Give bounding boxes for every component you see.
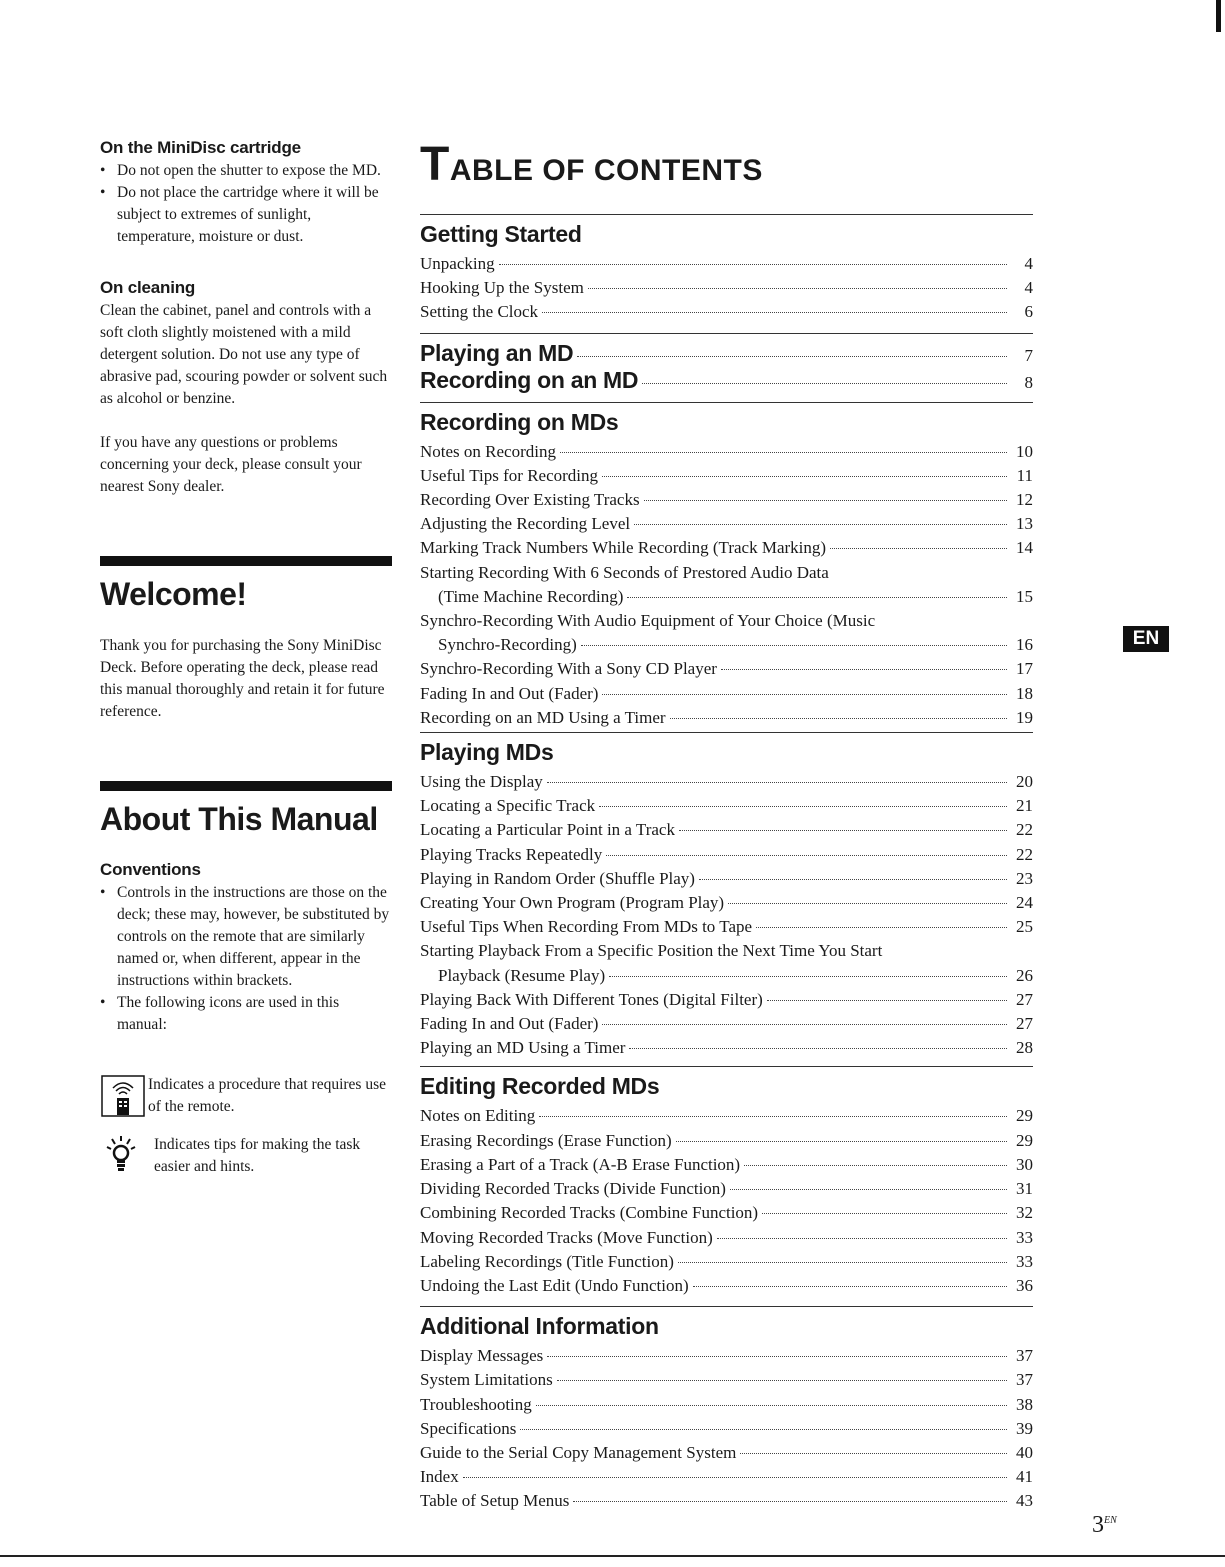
getting-started-list [420, 252, 1033, 325]
toc-entry: Hooking Up the System 4 [420, 278, 1033, 298]
toc-entry: Using the Display 20 [420, 772, 1033, 792]
cartridge-bullets [100, 160, 392, 248]
toc-entry: Playing in Random Order (Shuffle Play) 23 [420, 868, 1033, 888]
toc-entry: Synchro-Recording) 16 [438, 635, 1033, 655]
cartridge-heading: On the MiniDisc cartridge [100, 138, 301, 157]
playing-mds-heading: Playing MDs [420, 739, 554, 766]
toc-entry: Locating a Particular Point in a Track 22 [420, 820, 1033, 840]
cartridge-bullet: • Do not open the shutter to expose the MD. [100, 160, 392, 182]
conventions-bullet: • The following icons are used in this manual: [100, 992, 392, 1036]
page-bottom-edge [0, 1555, 1225, 1567]
conventions-bullet: • Controls in the instructions are those on the deck; these may, however, be substituted by controls on the remote that are similarly named or, when different, appear in the instructions within brackets. [100, 882, 392, 992]
toc-entry-line: Starting Recording With 6 Seconds of Prestored Audio Data [420, 562, 829, 582]
toc-entry: Playing an MD Using a Timer 28 [420, 1038, 1033, 1058]
toc-entry: Useful Tips When Recording From MDs to Tape 25 [420, 917, 1033, 937]
remote-icon-description: Indicates a procedure that requires use of the remote. [148, 1076, 386, 1115]
remote-icon [100, 1074, 146, 1118]
toc-entry: Playback (Resume Play) 26 [438, 965, 1033, 985]
toc-entry: Fading In and Out (Fader) 18 [420, 683, 1033, 703]
language-tab-badge: EN [1123, 626, 1169, 652]
toc-entry: Unpacking 4 [420, 254, 1033, 273]
toc-entry: Labeling Recordings (Title Function) 33 [420, 1251, 1033, 1271]
toc-entry: Table of Setup Menus 43 [420, 1491, 1033, 1511]
toc-entry: Marking Track Numbers While Recording (Track Marking) 14 [420, 538, 1033, 558]
editing-heading: Editing Recorded MDs [420, 1073, 660, 1100]
toc-entry: Undoing the Last Edit (Undo Function) 36 [420, 1275, 1033, 1295]
conventions-bullets [100, 882, 392, 1036]
additional-info-heading: Additional Information [420, 1313, 659, 1340]
recording-on-mds-list [420, 440, 1033, 730]
toc-entry-line: Starting Playback From a Specific Position the Next Time You Start [420, 941, 883, 961]
toc-entry-line: Synchro-Recording With Audio Equipment of Your Choice (Music [420, 611, 876, 631]
cartridge-bullet: • Do not place the cartridge where it will be subject to extremes of sunlight, temperature, moisture or dust. [100, 182, 392, 248]
conventions-heading: Conventions [100, 860, 201, 879]
lightbulb-icon [106, 1134, 136, 1174]
toc-entry: (Time Machine Recording) 15 [438, 586, 1033, 606]
about-manual-title: About This Manual [100, 801, 378, 837]
toc-entry: Display Messages 37 [420, 1346, 1033, 1366]
additional-info-list [420, 1344, 1033, 1513]
divider [420, 1066, 1033, 1067]
toc-entry: Specifications 39 [420, 1418, 1033, 1438]
toc-entry: Adjusting the Recording Level 13 [420, 514, 1033, 534]
toc-entry: Erasing a Part of a Track (A-B Erase Function) 30 [420, 1154, 1033, 1174]
toc-entry: Index 41 [420, 1467, 1033, 1487]
toc-entry: Setting the Clock 6 [420, 302, 1033, 322]
divider [420, 732, 1033, 733]
toc-entry: Recording on an MD Using a Timer 19 [420, 707, 1033, 727]
toc-entry: Creating Your Own Program (Program Play) 24 [420, 893, 1033, 913]
section-divider-bar [100, 781, 392, 791]
cleaning-heading: On cleaning [100, 278, 196, 297]
section-divider-bar [100, 556, 392, 566]
left-column [100, 138, 392, 1194]
toc-entry: Notes on Recording 10 [420, 441, 1033, 461]
divider [420, 214, 1033, 215]
toc-entry: Erasing Recordings (Erase Function) 29 [420, 1130, 1033, 1150]
toc-entry: Useful Tips for Recording 11 [420, 465, 1033, 485]
toc-entry-playing-an-md: Playing an MD 7 [420, 339, 1033, 366]
toc-entry: Moving Recorded Tracks (Move Function) 33 [420, 1227, 1033, 1247]
divider [420, 402, 1033, 403]
toc-entry-recording-on-an-md: Recording on an MD 8 [420, 366, 1033, 393]
icon-legend-tip [100, 1134, 392, 1178]
editing-list [420, 1104, 1033, 1298]
toc-entry: Troubleshooting 38 [420, 1394, 1033, 1414]
welcome-text: Thank you for purchasing the Sony MiniDisc Deck. Before operating the deck, please read this manual thoroughly and retain it for future reference. [100, 637, 385, 720]
divider [420, 1306, 1033, 1307]
questions-text: If you have any questions or problems concerning your deck, please consult your nearest Sony dealer. [100, 434, 362, 495]
toc-entry: Playing Tracks Repeatedly 22 [420, 844, 1033, 864]
table-of-contents [420, 140, 1033, 1514]
getting-started-heading: Getting Started [420, 221, 582, 247]
playing-mds-list [420, 770, 1033, 1060]
toc-entry: Recording Over Existing Tracks 12 [420, 490, 1033, 510]
cleaning-text: Clean the cabinet, panel and controls with a soft cloth slightly moistened with a mild detergent solution. Do not use any type of abrasive pad, scouring powder or solvent such as alcohol or benzine. [100, 302, 388, 407]
lightbulb-icon-description: Indicates tips for making the task easier and hints. [154, 1136, 361, 1175]
toc-entry: Combining Recorded Tracks (Combine Function) 32 [420, 1203, 1033, 1223]
toc-entry: Synchro-Recording With a Sony CD Player 17 [420, 659, 1033, 679]
toc-entry: Dividing Recorded Tracks (Divide Function) 31 [420, 1179, 1033, 1199]
page-number: $3^{EN}$ [1092, 1512, 1117, 1538]
toc-entry: Playing Back With Different Tones (Digital Filter) 27 [420, 989, 1033, 1009]
toc-entry: System Limitations 37 [420, 1370, 1033, 1390]
scan-edge-mark [1216, 0, 1221, 32]
toc-entry: Fading In and Out (Fader) 27 [420, 1014, 1033, 1034]
icon-legend-remote [100, 1074, 392, 1118]
toc-entry: Guide to the Serial Copy Management System 40 [420, 1442, 1033, 1462]
recording-on-mds-heading: Recording on MDs [420, 408, 619, 435]
welcome-title: Welcome! [100, 576, 247, 612]
toc-entry: Locating a Specific Track 21 [420, 796, 1033, 816]
toc-title: TABLE OF CONTENTS [420, 138, 763, 191]
toc-entry: Notes on Editing 29 [420, 1106, 1033, 1126]
